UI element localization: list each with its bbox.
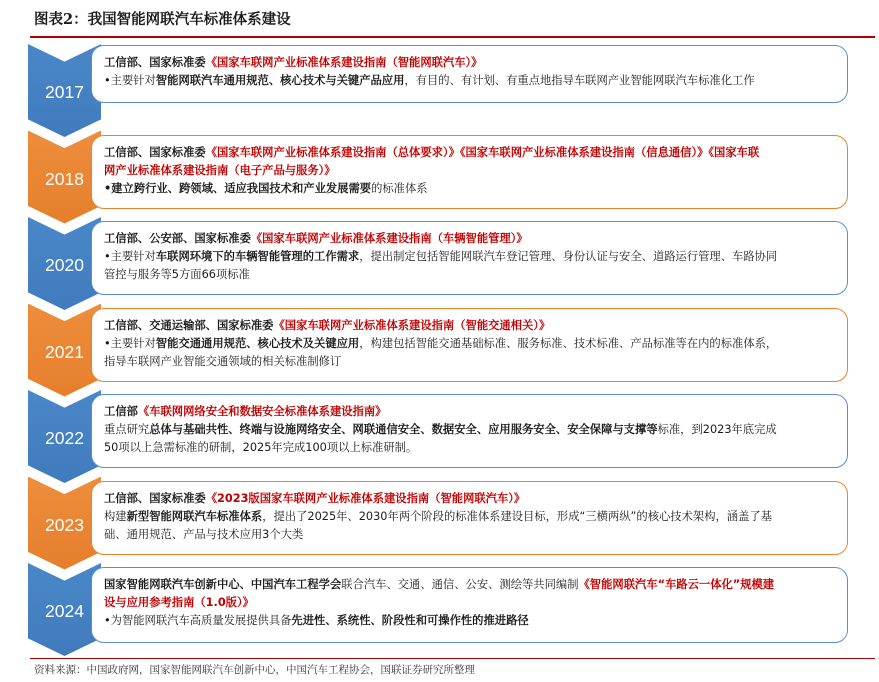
body-text: 构建 (104, 509, 127, 523)
emphasis-text: 车联网环境下的车辆智能管理的工作需求 (155, 250, 360, 263)
body-text: 重点研究 (104, 423, 150, 436)
entry-text (104, 353, 833, 371)
entry-text (104, 335, 833, 353)
emphasis-text: 国家智能网联汽车创新中心、中国汽车工程学会 (104, 578, 342, 591)
document-title: 《国家车联网产业标准体系建设指南（智能交通相关）》 (273, 318, 551, 332)
entry-text (104, 594, 833, 612)
document-title: 《智能网联汽车“车路云一体化”规模建 (578, 578, 775, 591)
document-title: 网产业标准体系建设指南（电子产品与服务）》 (104, 163, 336, 177)
timeline-row (0, 44, 879, 137)
timeline-row (0, 563, 879, 656)
body-text: 标准，到2023年底完成 (657, 423, 777, 436)
year-label: 2018 (45, 168, 84, 189)
emphasis-text: 工信部、国家标准委 (104, 491, 206, 505)
entry-heading (104, 230, 833, 248)
document-title: 《国家车联网产业标准体系建设指南（总体要求）》《国家车联网产业标准体系建设指南（信息通信）》《国家车联 (205, 145, 760, 159)
emphasis-text: 工信部、国家标准委 (104, 56, 206, 69)
year-label: 2021 (45, 341, 84, 362)
body-text: •主要针对 (104, 74, 156, 87)
document-title: 《车联网网络安全和数据安全标准体系建设指南》 (137, 405, 387, 418)
year-label: 2024 (45, 601, 84, 621)
year-label: 2022 (45, 428, 84, 448)
timeline-row (0, 477, 879, 570)
document-title: 《国家车联网产业标准体系建设指南（智能网联汽车）》 (205, 56, 483, 69)
entry-text (104, 248, 833, 266)
entry-card (91, 394, 848, 468)
entry-heading (104, 317, 833, 335)
emphasis-text: 工信部、公安部、国家标准委 (104, 232, 251, 245)
entry-text (104, 421, 833, 439)
timeline-row (0, 390, 879, 483)
emphasis-text: 智能网联汽车通用规范、核心技术与关键产品应用 (155, 74, 405, 87)
entry-card (91, 481, 848, 555)
timeline-row (0, 217, 879, 310)
body-text: 管控与服务等5方面66项标准 (104, 268, 250, 281)
timeline (0, 44, 879, 654)
emphasis-text: 工信部 (104, 405, 138, 418)
entry-text (104, 439, 833, 457)
emphasis-text: •建立跨行业、跨领域、适应我国技术和产业发展需要 (104, 181, 372, 195)
emphasis-text: 智能交通通用规范、核心技术及关键应用 (155, 336, 360, 350)
title-rule (30, 36, 875, 38)
figure-title: 图表2：我国智能网联汽车标准体系建设 (34, 11, 291, 28)
entry-card (91, 45, 848, 103)
entry-heading (104, 144, 833, 162)
entry-text (104, 526, 833, 544)
entry-text (104, 162, 833, 180)
body-text: •主要针对 (104, 336, 156, 350)
body-text: ，有目的、有计划、有重点地指导车联网产业智能网联汽车标准化工作 (404, 74, 755, 87)
entry-card (91, 567, 848, 643)
year-label: 2020 (45, 255, 84, 275)
entry-card (91, 135, 848, 209)
entry-text (104, 266, 833, 284)
body-text: 联合汽车、交通、通信、公安、测绘等共同编制 (341, 578, 579, 591)
entry-card (91, 308, 848, 382)
body-text: ，构建包括智能交通基础标准、服务标准、技术标准、产品标准等在内的标准体系， (359, 336, 778, 350)
timeline-row (0, 304, 879, 397)
body-text: 50项以上急需标准的研制，2025年完成100项以上标准研制。 (104, 441, 418, 454)
emphasis-text: 总体与基础共性、终端与设施网络安全、网联通信安全、数据安全、应用服务安全、安全保障与支撑等 (149, 423, 658, 436)
body-text: 的标准体系 (371, 181, 428, 195)
emphasis-text: 先进性、系统性、阶段性和可操作性的推进路径 (291, 614, 529, 627)
entry-heading (104, 54, 833, 72)
entry-card (91, 221, 848, 295)
body-text: •为智能网联汽车高质量发展提供具备 (104, 614, 292, 627)
entry-heading (104, 403, 833, 421)
emphasis-text: 工信部、国家标准委 (104, 145, 206, 159)
body-text: •主要针对 (104, 250, 156, 263)
entry-heading (104, 490, 833, 508)
emphasis-text: 工信部、交通运输部、国家标准委 (104, 318, 274, 332)
emphasis-text: 新型智能网联汽车标准体系 (126, 509, 263, 523)
document-title: 《2023版国家车联网产业标准体系建设指南（智能网联汽车）》 (205, 491, 526, 505)
entry-text (104, 180, 833, 198)
year-label: 2023 (45, 514, 84, 535)
entry-text (104, 72, 833, 90)
year-label: 2017 (45, 82, 84, 102)
body-text: 础、通用规范、产品与技术应用3个大类 (104, 527, 304, 541)
footer-rule (30, 658, 875, 659)
body-text: ，提出制定包括智能网联汽车登记管理、身份认证与安全、道路运行管理、车路协同 (359, 250, 778, 263)
document-title: 设与应用参考指南（1.0版）》 (104, 596, 254, 609)
body-text: 指导车联网产业智能交通领域的相关标准制修订 (104, 354, 342, 368)
entry-heading (104, 576, 833, 594)
timeline-row (0, 131, 879, 224)
body-text: ，提出了2025年、2030年两个阶段的标准体系建设目标，形成“三横两纵”的核心技术架构，涵盖了基 (262, 509, 772, 523)
entry-text (104, 508, 833, 526)
entry-text (104, 612, 833, 630)
document-title: 《国家车联网产业标准体系建设指南（车辆智能管理）》 (250, 232, 528, 245)
source-note: 资料来源：中国政府网，国家智能网联汽车创新中心，中国汽车工程协会，国联证券研究所整理 (34, 664, 475, 676)
figure-header (0, 0, 879, 36)
